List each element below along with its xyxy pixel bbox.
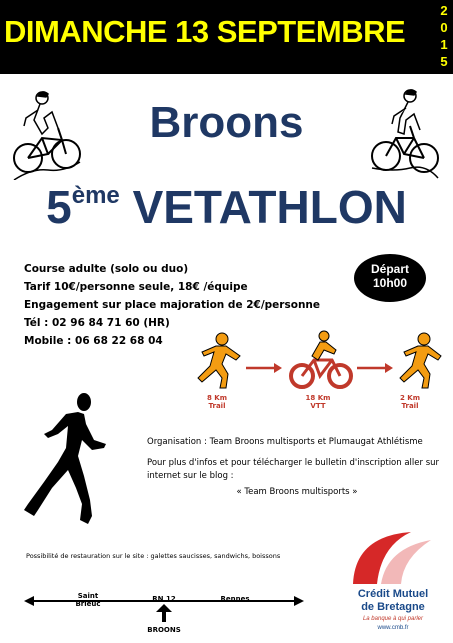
stage-type: Trail — [401, 402, 419, 410]
event-name — [0, 180, 453, 234]
sponsor-logo — [345, 526, 441, 634]
stages-graphic — [192, 330, 442, 392]
info-line: Tél : 02 96 84 71 60 (HR) — [24, 317, 170, 329]
edition-number: 5 — [46, 181, 72, 233]
stage-distance: 2 Km — [399, 394, 421, 402]
sponsor-name-line2: de Bretagne — [361, 601, 425, 613]
year-digit: 0 — [440, 20, 448, 35]
sponsor-name-line1: Crédit Mutuel — [357, 588, 429, 600]
sponsor-swoosh-icon — [351, 528, 435, 586]
organisation-info: Pour plus d'infos et pour télécharger le bulletin d'inscription aller sur internet sur le blog : — [147, 458, 440, 481]
stage-2-label — [293, 394, 343, 410]
stage-type: VTT — [310, 402, 326, 410]
cyclist-icon — [291, 331, 351, 387]
road-bottom-label: BROONS — [147, 626, 181, 634]
blog-name: « Team Broons multisports » — [236, 487, 358, 497]
event-year-vertical — [438, 2, 450, 70]
sponsor-url: www.cmb.fr — [377, 625, 409, 631]
runner-icon — [198, 333, 240, 388]
edition-suffix: ème — [71, 182, 120, 209]
depart-label: Départ — [370, 262, 409, 276]
organisation-block — [147, 436, 447, 499]
organisation-line: Organisation : Team Broons multisports et Plumaugat Athlétisme — [147, 437, 423, 447]
stage-1-label — [192, 394, 242, 410]
year-digit: 2 — [440, 3, 448, 18]
stage-arrow-icon — [357, 363, 393, 373]
stage-3-label — [385, 394, 435, 410]
year-digit: 5 — [440, 54, 448, 69]
year-digit: 1 — [440, 37, 448, 52]
restauration-note: Possibilité de restauration sur le site : galettes saucisses, sandwichs, boissons — [26, 552, 281, 560]
spacer — [147, 449, 447, 457]
road-name-label: RN 12 — [152, 595, 176, 603]
info-line: Mobile : 06 68 22 68 04 — [24, 335, 163, 347]
depart-time: 10h00 — [372, 276, 408, 290]
sponsor-tagline: La banque à qui parler — [362, 616, 424, 622]
stage-arrow-icon — [246, 363, 282, 373]
depart-badge — [354, 254, 426, 302]
event-town: Broons — [149, 98, 304, 147]
runner-silhouette-icon — [22, 392, 114, 528]
runner-icon — [400, 333, 441, 388]
event-date-title: DIMANCHE 13 SEPTEMBRE — [4, 14, 406, 49]
info-line: Course adulte (solo ou duo) — [24, 263, 189, 275]
stage-distance: 18 Km — [305, 394, 331, 402]
info-line: Engagement sur place majoration de 2€/personne — [24, 299, 321, 311]
stage-distance: 8 Km — [206, 394, 228, 402]
road-left-label: Saint Brieuc — [75, 592, 101, 608]
road-right-label: Rennes — [220, 595, 250, 603]
stage-type: Trail — [208, 402, 226, 410]
event-title: VETATHLON — [132, 181, 407, 233]
info-line: Tarif 10€/personne seule, 18€ /équipe — [24, 281, 248, 293]
